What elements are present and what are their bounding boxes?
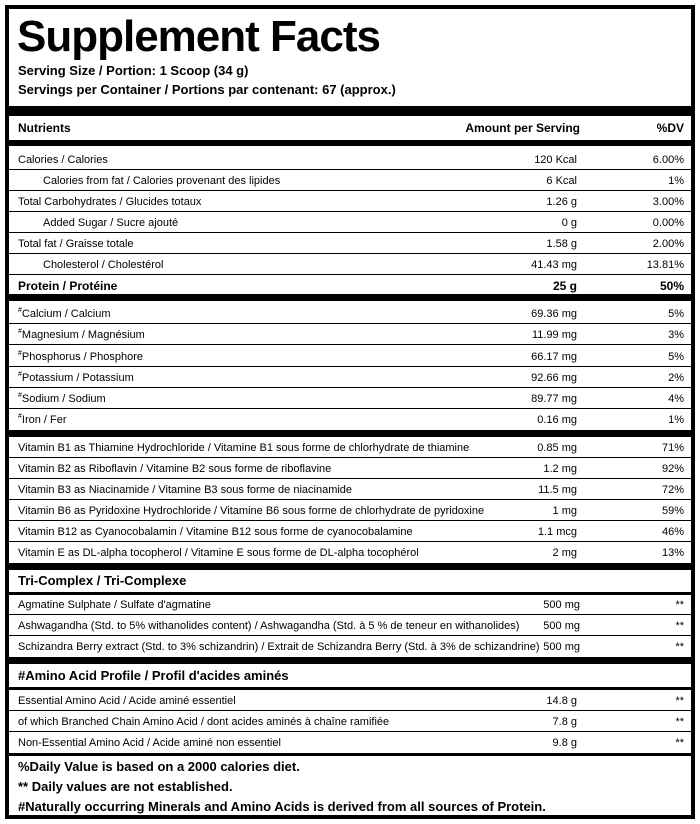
divider — [9, 140, 691, 146]
table-row — [9, 458, 691, 479]
nutrient-name: Agmatine Sulphate / Sulfate d'agmatine — [18, 599, 211, 611]
nutrient-amount: 9.8 g — [552, 737, 577, 749]
footnote-not-established: ** Daily values are not established. — [18, 779, 233, 794]
nutrient-amount: 500 mg — [543, 599, 580, 611]
nutrient-amount: 500 mg — [543, 641, 580, 653]
table-row — [9, 149, 691, 170]
nutrient-name: Vitamin E as DL-alpha tocopherol / Vitamine E sous forme de DL-alpha tocophérol — [18, 547, 419, 559]
nutrient-amount: 0.85 mg — [537, 442, 577, 454]
table-row — [9, 367, 691, 388]
table-row — [9, 388, 691, 409]
nutrient-dv: ** — [675, 737, 684, 749]
nutrient-name: Potassium / Potassium — [21, 372, 134, 384]
nutrient-name: Vitamin B12 as Cyanocobalamin / Vitamine B12 sous forme de cyanocobalamine — [18, 526, 413, 538]
nutrient-dv: 1% — [668, 414, 684, 426]
nutrient-dv: 72% — [661, 484, 684, 496]
nutrient-amount: 1.58 g — [546, 238, 577, 250]
footnote-dv: %Daily Value is based on a 2000 calories diet. — [18, 759, 300, 774]
amino-title: #Amino Acid Profile / Profil d'acides aminés — [18, 668, 289, 683]
serving-size: Serving Size / Portion: 1 Scoop (34 g) — [18, 63, 249, 78]
nutrient-amount: 25 g — [552, 279, 577, 293]
mineral-mark: # — [18, 307, 22, 314]
table-row — [9, 254, 691, 275]
table-row — [9, 409, 691, 430]
nutrient-name: Magnesium / Magnésium — [21, 329, 145, 341]
nutrient-name: Iron / Fer — [21, 414, 67, 426]
nutrient-name: Vitamin B1 as Thiamine Hydrochloride / Vitamine B1 sous forme de chlorhydrate de thiamine — [18, 442, 470, 454]
header-dv: %DV — [656, 121, 684, 135]
nutrient-amount: 11.5 mg — [538, 484, 577, 496]
mineral-mark: # — [18, 392, 22, 399]
nutrient-dv: 0.00% — [652, 217, 684, 229]
nutrient-amount: 1.2 mg — [543, 463, 577, 475]
nutrient-dv: 50% — [659, 279, 684, 293]
table-row — [9, 594, 691, 615]
nutrient-amount: 6 Kcal — [546, 175, 577, 187]
servings-per-container: Servings per Container / Portions par contenant: 67 (approx.) — [18, 82, 396, 97]
nutrient-dv: ** — [675, 599, 684, 611]
divider — [9, 753, 691, 756]
nutrient-name: Total fat / Graisse totale — [18, 238, 134, 250]
header-nutrients: Nutrients — [18, 121, 71, 135]
nutrient-name: Essential Amino Acid / Acide aminé essentiel — [18, 695, 236, 707]
nutrient-name: Calcium / Calcium — [21, 308, 111, 320]
divider — [9, 430, 691, 437]
nutrient-dv: 2.00% — [652, 238, 684, 250]
nutrient-name: of which Branched Chain Amino Acid / dont acides aminés à chaîne ramifiée — [18, 716, 390, 728]
table-row — [9, 170, 691, 191]
nutrient-amount: 14.8 g — [546, 695, 577, 707]
nutrient-amount: 1 mg — [552, 505, 577, 517]
nutrient-name: Non-Essential Amino Acid / Acide aminé non essentiel — [18, 737, 281, 749]
nutrient-dv: ** — [675, 620, 684, 632]
supplement-facts-panel — [5, 5, 695, 819]
nutrient-name: Ashwagandha (Std. to 5% withanolides content) / Ashwagandha (Std. à 5 % de teneur en withanolides) — [18, 620, 520, 632]
nutrient-dv: 2% — [668, 372, 684, 384]
table-row — [9, 542, 691, 563]
nutrient-dv: 13% — [661, 547, 684, 559]
divider — [9, 563, 691, 570]
nutrient-dv: 5% — [668, 308, 684, 320]
nutrient-name: Protein / Protéine — [18, 279, 118, 293]
footnote-natural: #Naturally occurring Minerals and Amino Acids is derived from all sources of Protein. — [18, 799, 546, 814]
table-row — [9, 233, 691, 254]
nutrient-dv: ** — [675, 716, 684, 728]
nutrient-dv: ** — [675, 641, 684, 653]
nutrient-dv: 3.00% — [652, 196, 684, 208]
nutrient-dv: 13.81% — [646, 259, 684, 271]
table-row — [9, 500, 691, 521]
nutrient-amount: 0.16 mg — [537, 414, 577, 426]
nutrient-name: Cholesterol / Cholestérol — [43, 259, 164, 271]
nutrient-name: Calories from fat / Calories provenant des lipides — [43, 175, 281, 187]
table-row — [9, 274, 691, 295]
table-row — [9, 521, 691, 542]
nutrient-amount: 66.17 mg — [531, 351, 577, 363]
nutrient-amount: 0 g — [561, 217, 577, 229]
table-row — [9, 690, 691, 711]
nutrient-name: Total Carbohydrates / Glucides totaux — [18, 196, 202, 208]
nutrient-amount: 7.8 g — [552, 716, 577, 728]
mineral-mark: # — [18, 350, 22, 357]
nutrient-name: Vitamin B6 as Pyridoxine Hydrochloride / Vitamine B6 sous forme de chlorhydrate de pyridoxine — [18, 505, 485, 517]
nutrient-dv: 5% — [668, 351, 684, 363]
nutrient-name: Added Sugar / Sucre ajouté — [43, 217, 179, 229]
nutrient-amount: 500 mg — [543, 620, 580, 632]
nutrient-dv: 6.00% — [652, 154, 684, 166]
nutrient-dv: 1% — [668, 175, 684, 187]
mineral-mark: # — [18, 413, 22, 420]
nutrient-amount: 1.26 g — [546, 196, 577, 208]
nutrient-amount: 120 Kcal — [534, 154, 577, 166]
mineral-mark: # — [18, 328, 22, 335]
table-row — [9, 479, 691, 500]
nutrient-dv: 71% — [661, 442, 684, 454]
nutrient-dv: 46% — [661, 526, 684, 538]
panel-title: Supplement Facts — [17, 12, 380, 61]
nutrient-name: Sodium / Sodium — [21, 393, 106, 405]
divider — [9, 657, 691, 664]
header-amount: Amount per Serving — [465, 121, 580, 135]
table-row — [9, 615, 691, 636]
nutrient-amount: 41.43 mg — [531, 259, 577, 271]
nutrient-dv: 92% — [661, 463, 684, 475]
table-row — [9, 732, 691, 753]
nutrient-name: Vitamin B3 as Niacinamide / Vitamine B3 sous forme de niacinamide — [18, 484, 353, 496]
nutrient-dv: 3% — [668, 329, 684, 341]
table-row — [9, 437, 691, 458]
mineral-mark: # — [18, 371, 22, 378]
nutrient-amount: 89.77 mg — [531, 393, 577, 405]
table-row — [9, 303, 691, 324]
tri-complex-title: Tri-Complex / Tri-Complexe — [18, 573, 187, 588]
nutrient-dv: 4% — [668, 393, 684, 405]
nutrient-amount: 69.36 mg — [531, 308, 577, 320]
nutrient-amount: 11.99 mg — [531, 329, 577, 341]
divider — [9, 294, 691, 301]
nutrient-dv: ** — [675, 695, 684, 707]
divider-thick — [9, 106, 691, 116]
table-row — [9, 324, 691, 345]
table-row — [9, 191, 691, 212]
table-row — [9, 711, 691, 732]
nutrient-amount: 2 mg — [552, 547, 577, 559]
table-row — [9, 636, 691, 657]
nutrient-name: Vitamin B2 as Riboflavin / Vitamine B2 sous forme de riboflavine — [18, 463, 332, 475]
nutrient-amount: 92.66 mg — [531, 372, 577, 384]
table-row — [9, 212, 691, 233]
nutrient-amount: 1.1 mcg — [537, 526, 577, 538]
nutrient-dv: 59% — [661, 505, 684, 517]
nutrient-name: Calories / Calories — [18, 154, 108, 166]
nutrient-name: Schizandra Berry extract (Std. to 3% schizandrin) / Extrait de Schizandra Berry (Std. à 3% de schizandrine) — [18, 641, 540, 653]
table-row — [9, 346, 691, 367]
table-header — [9, 117, 691, 137]
nutrient-name: Phosphorus / Phosphore — [21, 351, 143, 363]
